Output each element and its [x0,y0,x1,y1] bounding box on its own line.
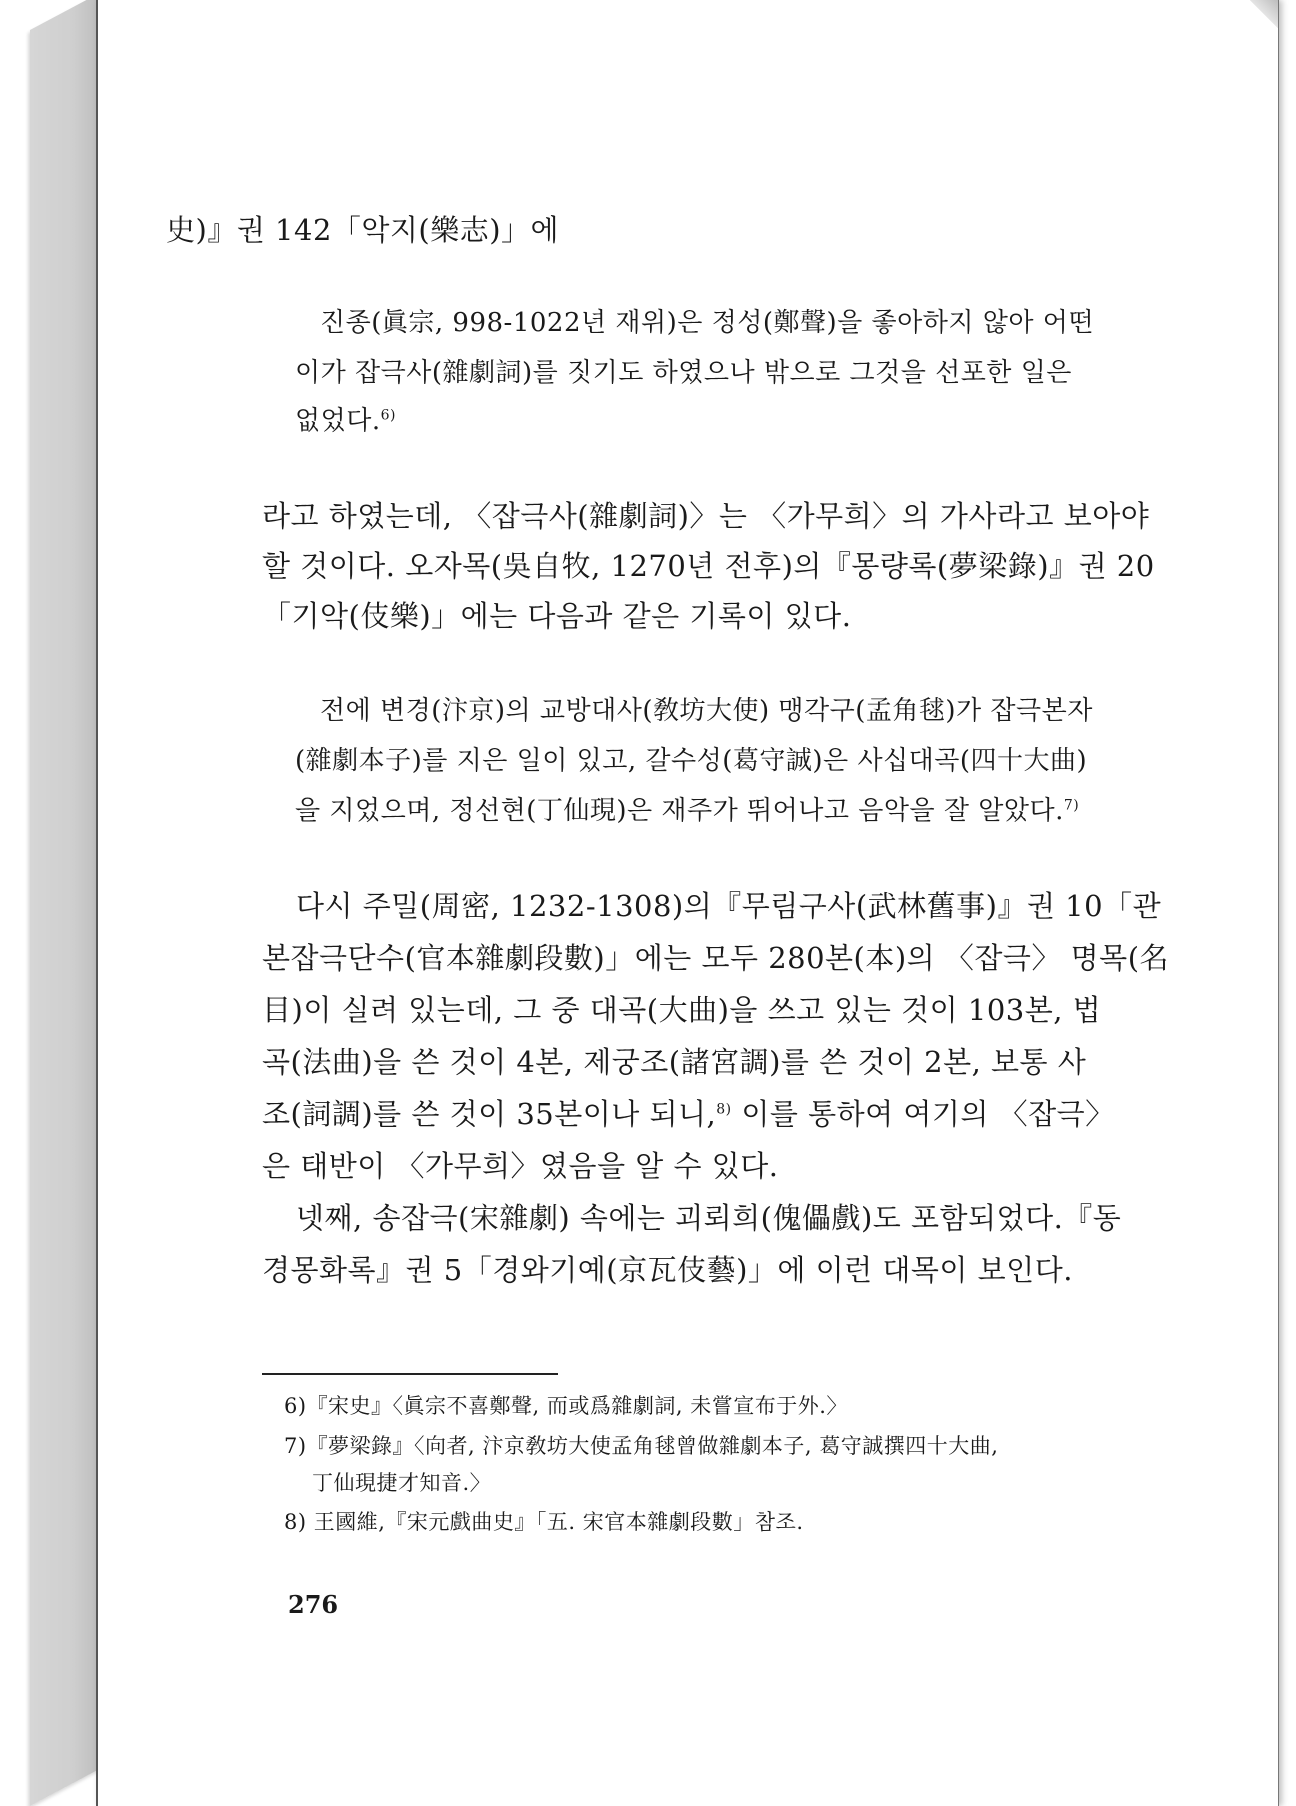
text-line: 史)』권 142「악지(樂志)」에 [166,213,560,247]
footnote: 丁仙現捷才知音.〉 [312,1471,492,1495]
text-line: 할 것이다. 오자목(吳自牧, 1270년 전후)의『몽량록(夢梁錄)』권 20 [262,549,1155,583]
quote-line [295,400,396,437]
quote-text: 없었다. [295,406,381,436]
quote-line: 진종(眞宗, 998-1022년 재위)은 정성(鄭聲)을 좋아하지 않아 어떤 [320,308,1094,338]
footnote: 8) 王國維,『宋元戲曲史』「五. 宋官本雜劇段數」참조. [284,1510,804,1534]
text-line: 본잡극단수(官本雜劇段數)」에는 모두 280본(本)의 〈잡극〉 명목(名 [262,941,1170,975]
quote-line [295,790,1079,827]
text-line: 은 태반이 〈가무희〉였음을 알 수 있다. [262,1149,779,1183]
text-line: 「기악(伎樂)」에는 다음과 같은 기록이 있다. [262,599,852,633]
footnote-divider [262,1373,558,1375]
text-segment: 이를 통하여 여기의 〈잡극〉 [731,1097,1115,1131]
page-corner [1250,0,1278,28]
text-line: 곡(法曲)을 쓴 것이 4본, 제궁조(諸宮調)를 쓴 것이 2본, 보통 사 [262,1045,1087,1079]
book-page-stack [30,0,100,1806]
footnote-ref: 8) [716,1101,732,1118]
quote-line: 전에 변경(汴京)의 교방대사(敎坊大使) 맹각구(孟角毬)가 잡극본자 [320,696,1093,726]
quote-line: 이가 잡극사(雜劇詞)를 짓기도 하였으나 밖으로 그것을 선포한 일은 [295,358,1072,388]
text-line [262,1092,1115,1133]
text-line: 다시 주밀(周密, 1232-1308)의『무림구사(武林舊事)』권 10「관 [296,889,1162,923]
text-line: 目)이 실려 있는데, 그 중 대곡(大曲)을 쓰고 있는 것이 103본, 법 [262,993,1102,1027]
text-line: 경몽화록』권 5「경와기예(京瓦伎藝)」에 이런 대목이 보인다. [262,1253,1073,1287]
text-line: 넷째, 송잡극(宋雜劇) 속에는 괴뢰희(傀儡戲)도 포함되었다.『동 [296,1201,1122,1235]
text-segment: 조(詞調)를 쓴 것이 35본이나 되니, [262,1097,717,1131]
page-number: 276 [288,1590,339,1619]
text-line: 라고 하였는데, 〈잡극사(雜劇詞)〉는 〈가무희〉의 가사라고 보아야 [262,499,1150,533]
footnote: 6)『宋史』〈眞宗不喜鄭聲, 而或爲雜劇詞, 未嘗宣布于外.〉 [284,1394,848,1418]
footnote: 7)『夢梁錄』〈向者, 汴京敎坊大使孟角毬曾做雜劇本子, 葛守誠撰四十大曲, [284,1434,999,1458]
quote-line: (雜劇本子)를 지은 일이 있고, 갈수성(葛守誠)은 사십대곡(四十大曲) [295,746,1088,776]
quote-text: 을 지었으며, 정선현(丁仙現)은 재주가 뛰어나고 음악을 잘 알았다. [295,796,1064,826]
footnote-ref: 6) [380,407,396,424]
footnote-ref: 7) [1063,797,1080,814]
